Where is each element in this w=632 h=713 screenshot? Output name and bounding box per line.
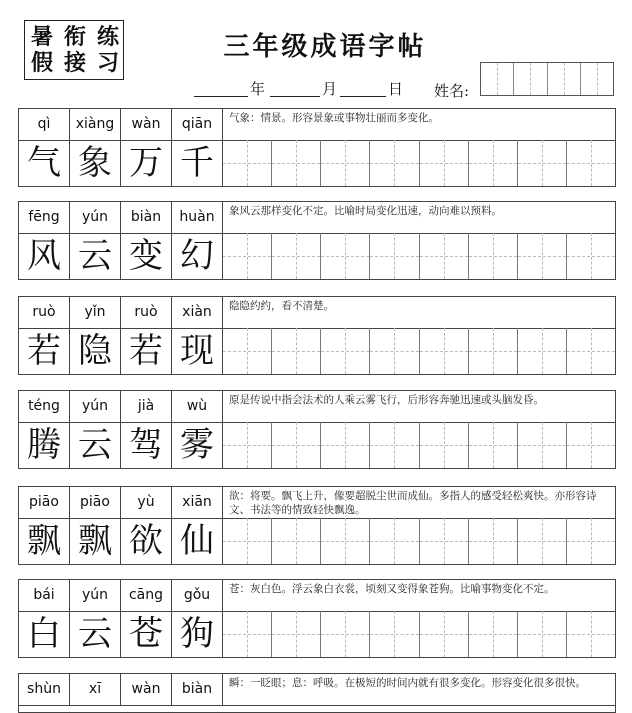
model-character: 象 — [70, 140, 121, 186]
pinyin-cell: yǐn — [70, 297, 121, 328]
model-character: 雾 — [172, 422, 223, 468]
model-character: 白 — [19, 611, 70, 657]
pinyin-cell: wàn — [121, 674, 172, 705]
pinyin-cell: wàn — [121, 109, 172, 140]
practice-cell[interactable] — [321, 611, 370, 657]
name-box[interactable] — [514, 63, 547, 95]
practice-cell[interactable] — [370, 422, 419, 468]
month-label: 月 — [322, 80, 338, 98]
model-character: 仙 — [172, 518, 223, 564]
practice-cell[interactable] — [370, 140, 419, 186]
idiom-meaning: 苍：灰白色。浮云象白衣裳，顷刻又变得象苍狗。比喻事物变化不定。 — [229, 583, 555, 595]
idiom-block — [18, 108, 616, 187]
practice-cell[interactable] — [321, 140, 370, 186]
model-character: 现 — [172, 328, 223, 374]
practice-cell[interactable] — [370, 328, 419, 374]
page-title: 三年级成语字帖 — [223, 32, 427, 62]
practice-cell[interactable] — [567, 611, 615, 657]
pinyin-cell: biàn — [121, 202, 172, 233]
practice-cell[interactable] — [469, 422, 518, 468]
pinyin-cell: biàn — [172, 674, 223, 705]
day-blank[interactable] — [340, 96, 386, 97]
pinyin-cell: shùn — [19, 674, 70, 705]
name-box[interactable] — [481, 63, 514, 95]
practice-cell[interactable] — [469, 233, 518, 279]
idiom-block — [18, 579, 616, 658]
model-character: 风 — [19, 233, 70, 279]
practice-cell[interactable] — [370, 518, 419, 564]
logo-row-bottom — [31, 51, 119, 75]
idiom-block — [18, 201, 616, 280]
practice-cell[interactable] — [518, 422, 567, 468]
model-character: 万 — [121, 140, 172, 186]
logo-char: 接 — [63, 50, 86, 76]
logo-char: 暑 — [31, 24, 54, 50]
idiom-meaning: 瞬：一眨眼；息：呼吸。在极短的时间内就有很多变化。形容变化很多很快。 — [229, 677, 586, 689]
practice-cell[interactable] — [518, 328, 567, 374]
model-character: 幻 — [172, 233, 223, 279]
month-blank[interactable] — [270, 96, 320, 97]
practice-cell[interactable] — [469, 140, 518, 186]
practice-cell[interactable] — [420, 611, 469, 657]
model-character: 变 — [121, 233, 172, 279]
pinyin-cell: yún — [70, 391, 121, 422]
logo — [24, 20, 124, 80]
pinyin-cell: yún — [70, 580, 121, 611]
practice-cell[interactable] — [567, 518, 615, 564]
practice-grid — [223, 140, 615, 186]
year-label: 年 — [250, 80, 266, 98]
practice-cell[interactable] — [272, 422, 321, 468]
practice-cell[interactable] — [223, 140, 272, 186]
pinyin-row — [19, 487, 615, 519]
pinyin-cell: cāng — [121, 580, 172, 611]
practice-cell[interactable] — [420, 422, 469, 468]
character-row — [19, 233, 615, 279]
idiom-meaning: 隐隐约约，看不清楚。 — [229, 300, 334, 312]
practice-cell[interactable] — [518, 611, 567, 657]
pinyin-row — [19, 109, 615, 141]
character-row — [19, 328, 615, 374]
pinyin-cell: xiàng — [70, 109, 121, 140]
practice-cell[interactable] — [272, 328, 321, 374]
practice-cell[interactable] — [567, 422, 615, 468]
model-character: 苍 — [121, 611, 172, 657]
model-character: 腾 — [19, 422, 70, 468]
logo-char: 衔 — [63, 24, 86, 50]
practice-grid — [223, 611, 615, 657]
year-blank[interactable] — [194, 96, 248, 97]
practice-cell[interactable] — [272, 518, 321, 564]
idiom-meaning: 气象：情景。形容景象或事物壮丽而多变化。 — [229, 112, 439, 124]
practice-cell[interactable] — [469, 328, 518, 374]
pinyin-row — [19, 202, 615, 234]
pinyin-cell: téng — [19, 391, 70, 422]
name-boxes[interactable] — [480, 62, 614, 96]
practice-cell[interactable] — [518, 518, 567, 564]
pinyin-cell: piāo — [19, 487, 70, 518]
practice-cell[interactable] — [321, 422, 370, 468]
practice-cell[interactable] — [272, 140, 321, 186]
model-character: 若 — [121, 328, 172, 374]
character-row — [19, 518, 615, 564]
pinyin-cell: huàn — [172, 202, 223, 233]
character-row — [19, 140, 615, 186]
model-character: 云 — [70, 611, 121, 657]
practice-cell[interactable] — [370, 611, 419, 657]
practice-cell[interactable] — [272, 611, 321, 657]
idiom-block — [18, 673, 616, 713]
name-label: 姓名: — [434, 82, 470, 100]
logo-char: 习 — [96, 50, 119, 76]
model-character: 隐 — [70, 328, 121, 374]
pinyin-cell: ruò — [19, 297, 70, 328]
practice-cell[interactable] — [420, 140, 469, 186]
logo-row-top — [31, 25, 119, 49]
idiom-block — [18, 296, 616, 375]
model-character: 千 — [172, 140, 223, 186]
model-character: 狗 — [172, 611, 223, 657]
practice-cell[interactable] — [420, 233, 469, 279]
pinyin-cell: bái — [19, 580, 70, 611]
practice-cell[interactable] — [469, 518, 518, 564]
pinyin-cell: gǒu — [172, 580, 223, 611]
model-character: 飘 — [70, 518, 121, 564]
pinyin-cell: xiàn — [172, 297, 223, 328]
pinyin-cell: ruò — [121, 297, 172, 328]
practice-cell[interactable] — [420, 518, 469, 564]
pinyin-row — [19, 674, 615, 706]
idiom-meaning: 欲：将要。飘飞上升，像要超脱尘世而成仙。多指人的感受轻松爽快。亦形容诗文、书法等的情致轻快飘逸。 — [229, 490, 597, 516]
pinyin-cell: xī — [70, 674, 121, 705]
day-label: 日 — [388, 80, 404, 98]
model-character: 欲 — [121, 518, 172, 564]
pinyin-row — [19, 297, 615, 329]
practice-cell[interactable] — [223, 518, 272, 564]
model-character: 气 — [19, 140, 70, 186]
practice-cell[interactable] — [223, 422, 272, 468]
practice-cell[interactable] — [223, 233, 272, 279]
practice-cell[interactable] — [223, 611, 272, 657]
practice-cell[interactable] — [518, 140, 567, 186]
pinyin-cell: xiān — [172, 487, 223, 518]
name-box[interactable] — [548, 63, 581, 95]
character-row — [19, 611, 615, 657]
practice-grid — [223, 233, 615, 279]
practice-grid — [223, 422, 615, 468]
practice-cell[interactable] — [321, 328, 370, 374]
pinyin-cell: yún — [70, 202, 121, 233]
practice-cell[interactable] — [370, 233, 419, 279]
logo-char: 练 — [96, 24, 119, 50]
practice-cell[interactable] — [420, 328, 469, 374]
pinyin-cell: piāo — [70, 487, 121, 518]
practice-cell[interactable] — [518, 233, 567, 279]
pinyin-cell: fēng — [19, 202, 70, 233]
practice-cell[interactable] — [321, 233, 370, 279]
pinyin-row — [19, 391, 615, 423]
character-row — [19, 422, 615, 468]
idiom-block — [18, 390, 616, 469]
pinyin-row — [19, 580, 615, 612]
practice-cell[interactable] — [567, 328, 615, 374]
practice-cell[interactable] — [469, 611, 518, 657]
name-box[interactable] — [581, 63, 613, 95]
idiom-meaning: 象风云那样变化不定。比喻时局变化迅速，动向难以预料。 — [229, 205, 502, 217]
model-character: 云 — [70, 422, 121, 468]
idiom-meaning: 原是传说中指会法术的人乘云雾飞行，后形容奔驰迅速或头脑发昏。 — [229, 394, 544, 406]
idiom-block — [18, 486, 616, 565]
model-character: 飘 — [19, 518, 70, 564]
practice-cell[interactable] — [567, 233, 615, 279]
practice-cell[interactable] — [321, 518, 370, 564]
model-character: 驾 — [121, 422, 172, 468]
practice-cell[interactable] — [567, 140, 615, 186]
practice-grid — [223, 328, 615, 374]
practice-grid — [223, 518, 615, 564]
pinyin-cell: yù — [121, 487, 172, 518]
pinyin-cell: wù — [172, 391, 223, 422]
practice-cell[interactable] — [272, 233, 321, 279]
pinyin-cell: qì — [19, 109, 70, 140]
model-character: 云 — [70, 233, 121, 279]
model-character: 若 — [19, 328, 70, 374]
practice-cell[interactable] — [223, 328, 272, 374]
logo-char: 假 — [31, 50, 54, 76]
pinyin-cell: jià — [121, 391, 172, 422]
pinyin-cell: qiān — [172, 109, 223, 140]
